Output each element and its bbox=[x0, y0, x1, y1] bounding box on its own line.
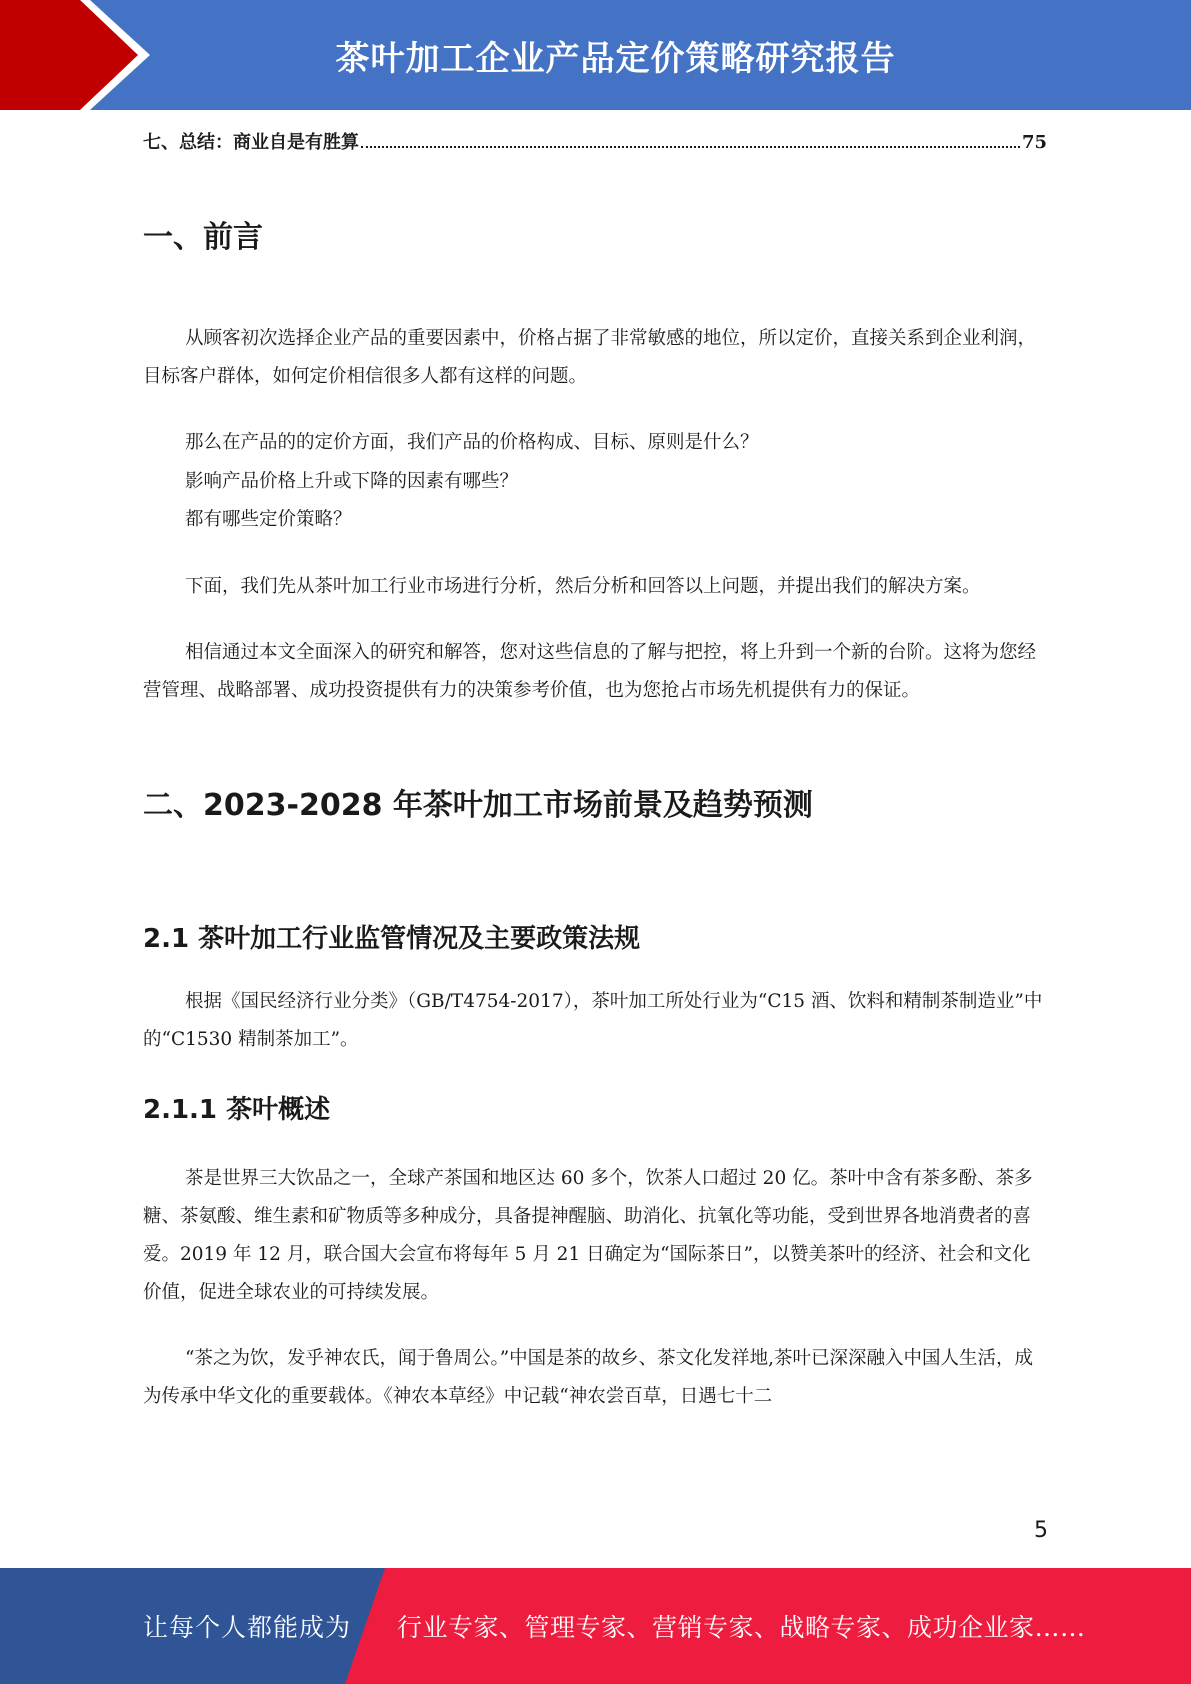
footer-banner bbox=[0, 1568, 1191, 1684]
question-1: 那么在产品的的定价方面，我们产品的价格构成、目标、原则是什么？ bbox=[185, 432, 759, 453]
section-2-1-paragraph: 根据《国民经济行业分类》（GB/T4754-2017），茶叶加工所处行业为“C15 酒、饮料和精制茶制造业”中的“C1530 精制茶加工”。 bbox=[143, 990, 1043, 1050]
question-list bbox=[143, 424, 1047, 540]
toc-entry[interactable] bbox=[143, 128, 1047, 160]
question-3: 都有哪些定价策略？ bbox=[185, 509, 352, 530]
footer-slogan-left: 让每个人都能成为 bbox=[143, 1613, 352, 1642]
header-bar bbox=[0, 0, 1191, 110]
section-1-heading: 一、前言 bbox=[143, 220, 263, 255]
toc-entry-label: 七、总结：商业自是有胜算 bbox=[143, 132, 359, 153]
section-2-heading: 二、2023-2028 年茶叶加工市场前景及趋势预测 bbox=[143, 787, 813, 823]
question-2: 影响产品价格上升或下降的因素有哪些？ bbox=[185, 470, 519, 492]
section-2-1-1-paragraph-1: 茶是世界三大饮品之一，全球产茶国和地区达 60 多个，饮茶人口超过 20 亿。茶叶中含有茶多酚、茶多糖、茶氨酸、维生素和矿物质等多种成分，具备提神醒脑、助消化、抗氧化等功能，受到世界各地消费者的喜爱。2019 年 12 月，联合国大会宣布将每年 5 月 21 日确定为“国际茶日”，以赞美茶叶的经济、社会和文化价值，促进全球农业的可持续发展。 bbox=[143, 1167, 1033, 1303]
intro-paragraph-3: 相信通过本文全面深入的研究和解答，您对这些信息的了解与把控，将上升到一个新的台阶。这将为您经营管理、战略部署、成功投资提供有力的决策参考价值，也为您抢占市场先机提供有力的保证。 bbox=[143, 641, 1037, 701]
page-number: 5 bbox=[1034, 1518, 1048, 1543]
section-2-1-1-heading: 2.1.1 茶叶概述 bbox=[143, 1094, 331, 1125]
toc-leader-dots bbox=[361, 146, 1020, 148]
intro-paragraph-2: 下面，我们先从茶叶加工行业市场进行分析，然后分析和回答以上问题，并提出我们的解决方案。 bbox=[185, 575, 981, 597]
header-red-arrow-decoration bbox=[0, 0, 150, 110]
footer-slogan-right: 行业专家、管理专家、营销专家、战略专家、成功企业家…… bbox=[397, 1613, 1086, 1642]
page-content bbox=[143, 128, 1047, 1416]
intro-paragraph-1: 从顾客初次选择企业产品的重要因素中，价格占据了非常敏感的地位，所以定价，直接关系到企业利润，目标客户群体，如何定价相信很多人都有这样的问题。 bbox=[143, 328, 1037, 387]
section-2-1-heading: 2.1 茶叶加工行业监管情况及主要政策法规 bbox=[143, 923, 641, 954]
section-2-1-1-paragraph-2: “茶之为饮，发乎神农氏，闻于鲁周公。”中国是茶的故乡、茶文化发祥地,茶叶已深深融入中国人生活，成为传承中华文化的重要载体。《神农本草经》中记载“神农尝百草，日遇七十二 bbox=[143, 1347, 1034, 1407]
document-title: 茶叶加工企业产品定价策略研究报告 bbox=[335, 38, 896, 79]
toc-entry-page: 75 bbox=[1021, 132, 1047, 153]
